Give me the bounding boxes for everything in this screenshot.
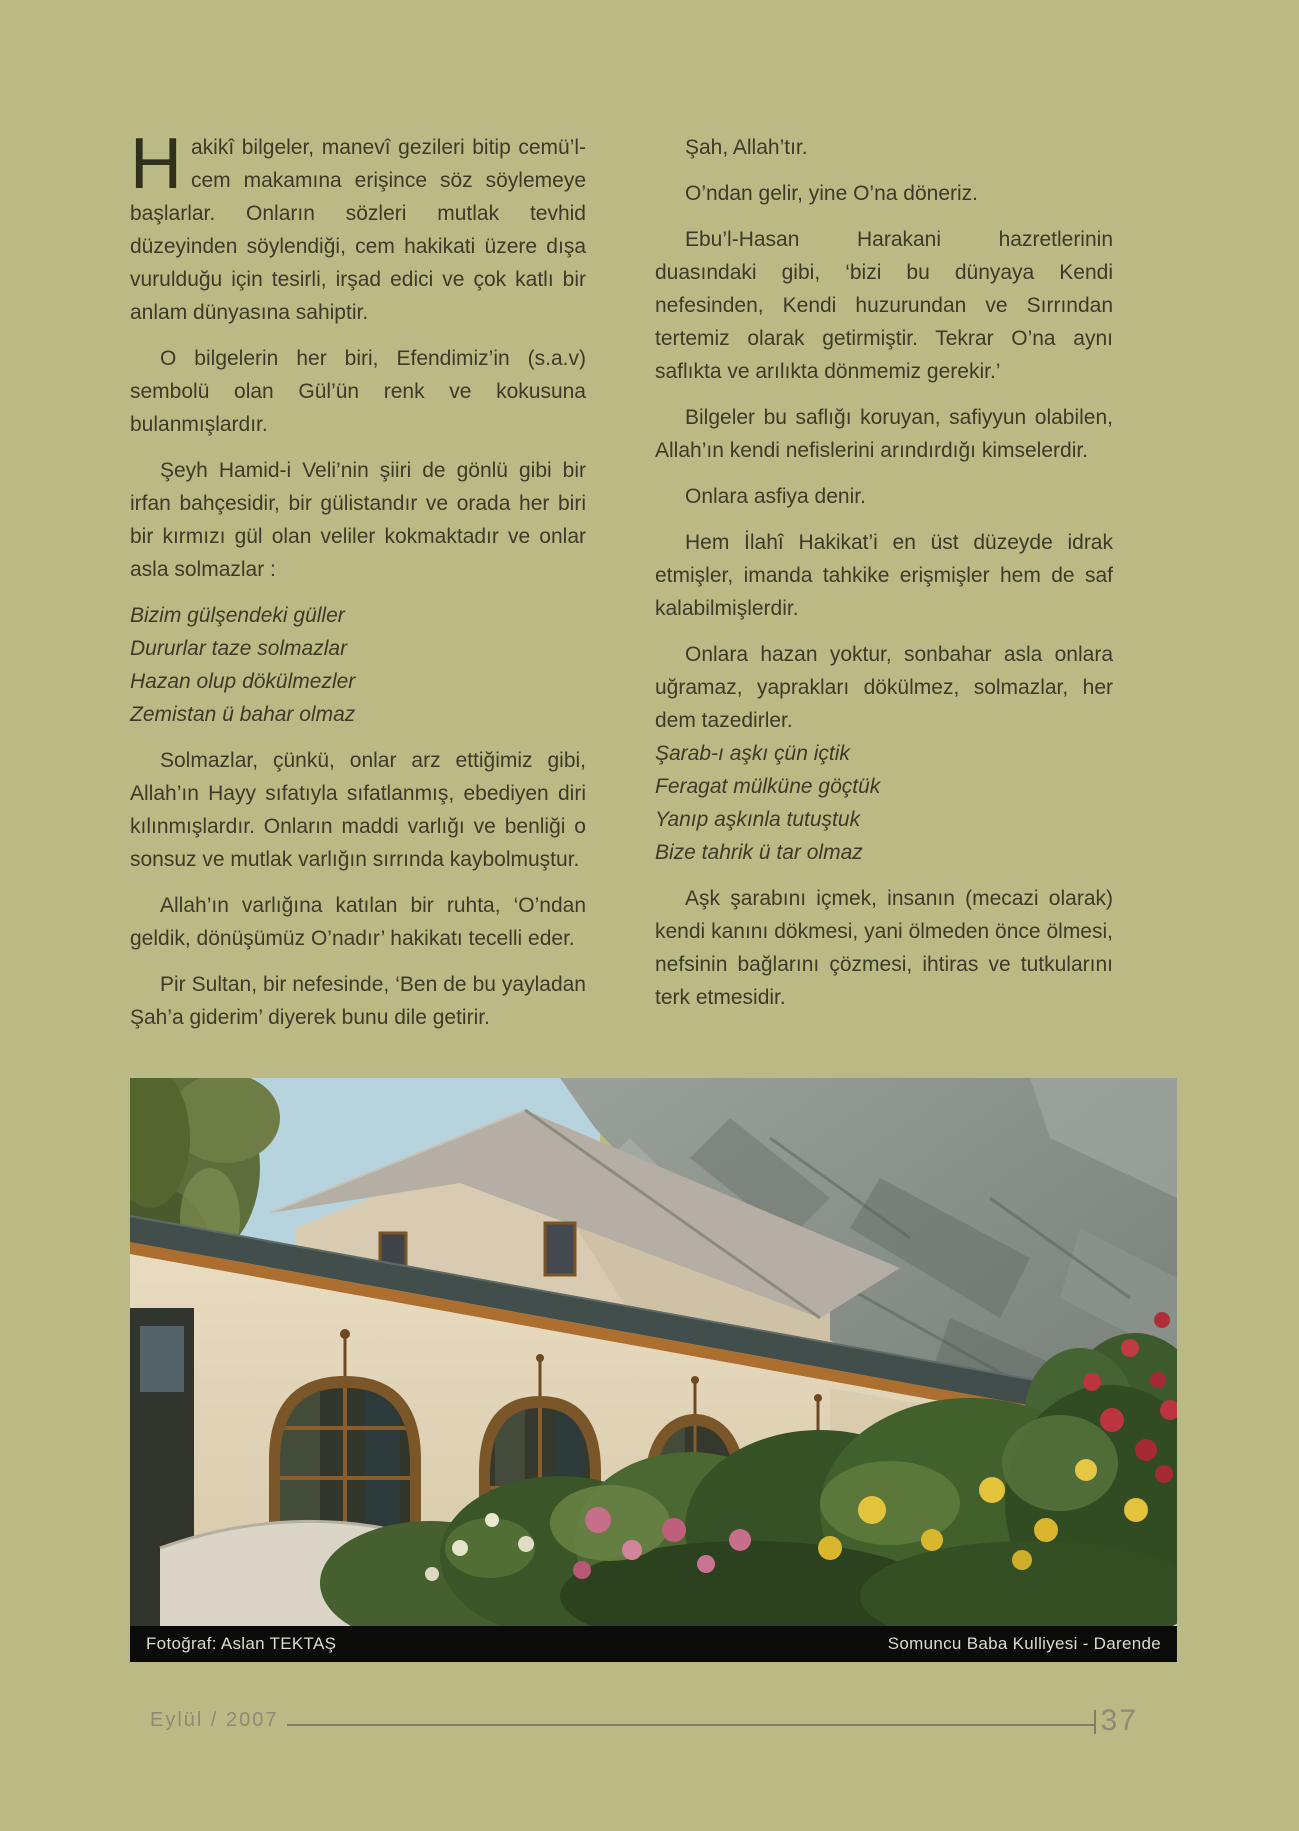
paragraph: Ebu’l-Hasan Harakani hazretlerinin duasındaki gibi, ‘bizi bu dünyaya Kendi nefesinden, Kendi huzurundan ve Sırrından tertemiz olarak getirmiştir. Tekrar O’na aynı saflıkta ve arılıkta dönmemiz gerekir.’ <box>655 228 1113 383</box>
footer-tick <box>1094 1710 1096 1734</box>
paragraph: Hem İlahî Hakikat’i en üst düzeyde idrak etmişler, imanda tahkike erişmişler hem de saf kalabilmişlerdir. <box>655 531 1113 620</box>
poem-line: Dururlar taze solmazlar <box>130 637 348 660</box>
poem-line: Yanıp aşkınla tutuştuk <box>655 808 861 831</box>
photo-credit: Fotoğraf: Aslan TEKTAŞ <box>146 1634 337 1653</box>
paragraph: Onlara asfiya denir. <box>685 485 866 508</box>
poem-line: Zemistan ü bahar olmaz <box>130 703 356 726</box>
paragraph: Aşk şarabını içmek, insanın (mecazi olarak) kendi kanını dökmesi, yani ölmeden önce ölmesi, nefsinin bağlarını çözmesi, ihtiras ve tutkularını terk etmesidir. <box>655 887 1113 1009</box>
photo-somuncu-baba-kulliyesi <box>130 1078 1177 1662</box>
paragraph: Bilgeler bu saflığı koruyan, safiyyun olabilen, Allah’ın kendi nefislerini arındırdığı kimselerdir. <box>655 406 1113 462</box>
poem-left <box>130 599 586 731</box>
dropcap-letter: H <box>130 124 182 204</box>
poem-line: Bize tahrik ü tar olmaz <box>655 841 863 864</box>
issue-date: Eylül / 2007 <box>150 1708 279 1731</box>
paragraph: O bilgelerin her biri, Efendimiz’in (s.a.v) sembolü olan Gül’ün renk ve kokusuna bulanmışlardır. <box>130 347 586 436</box>
mosque-photo-illustration <box>130 1078 1177 1626</box>
paragraph: Şeyh Hamid-i Veli’nin şiiri de gönlü gibi bir irfan bahçesidir, bir gülistandır ve orada her biri bir kırmızı gül olan veliler kokmaktadır ve onlar asla solmazlar : <box>130 459 586 581</box>
left-column <box>130 124 586 1047</box>
paragraph <box>130 124 586 329</box>
paragraph: Onlara hazan yoktur, sonbahar asla onlara uğramaz, yaprakları dökülmez, solmazlar, her dem tazedirler. <box>655 643 1113 732</box>
poem-right <box>655 737 1113 869</box>
photo-caption-bar <box>130 1626 1177 1662</box>
poem-line: Şarab-ı aşkı çün içtik <box>655 742 850 765</box>
page-footer <box>150 1700 1138 1740</box>
right-column <box>655 131 1113 1027</box>
paragraph: Pir Sultan, bir nefesinde, ‘Ben de bu yayladan Şah’a giderim’ diyerek bunu dile getirir. <box>130 973 586 1029</box>
poem-line: Bizim gülşendeki güller <box>130 604 345 627</box>
paragraph: Solmazlar, çünkü, onlar arz ettiğimiz gibi, Allah’ın Hayy sıfatıyla sıfatlanmış, ebediyen diri kılınmışlardır. Onların maddi varlığı ve benliği o sonsuz ve mutlak varlığın sırrında kaybolmuştur. <box>130 749 586 871</box>
page-number: 37 <box>1100 1704 1138 1737</box>
paragraph: Allah’ın varlığına katılan bir ruhta, ‘O’ndan geldik, dönüşümüz O’nadır’ hakikatı tecelli eder. <box>130 894 586 950</box>
footer-rule <box>287 1724 1094 1726</box>
paragraph: O’ndan gelir, yine O’na döneriz. <box>685 182 979 205</box>
paragraph-text: akikî bilgeler, manevî gezileri bitip cemü’l-cem makamına erişince söz söylemeye başlarlar. Onların sözleri mutlak tevhid düzeyinden söylendiği, cem hakikati üzere dışa vurulduğu için tesirli, irşad edici ve çok katlı bir anlam dünyasına sahiptir. <box>130 136 586 324</box>
poem-line: Hazan olup dökülmezler <box>130 670 356 693</box>
poem-line: Feragat mülküne göçtük <box>655 775 881 798</box>
photo-caption: Somuncu Baba Kulliyesi - Darende <box>887 1634 1161 1653</box>
paragraph: Şah, Allah’tır. <box>685 136 808 159</box>
building-window <box>545 1223 575 1275</box>
